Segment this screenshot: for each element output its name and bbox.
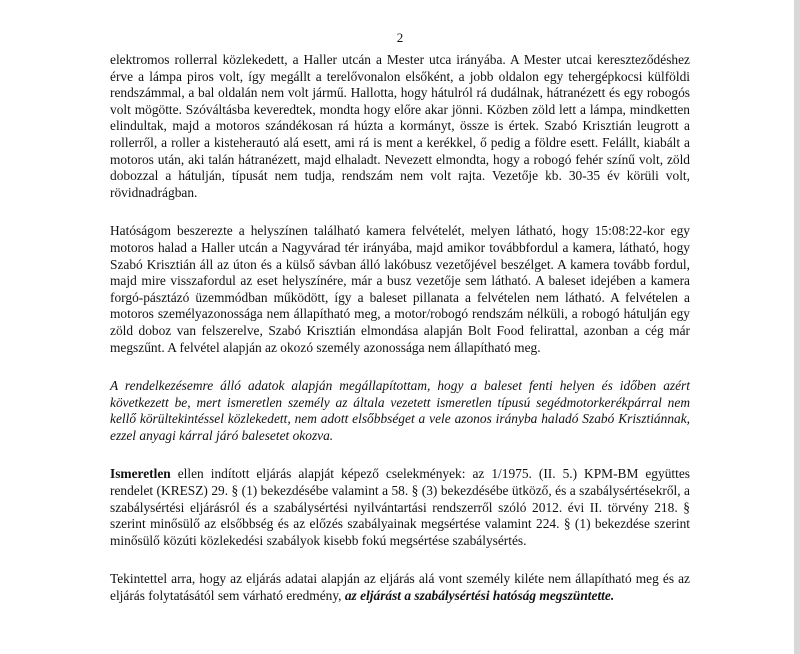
paragraph-statement: elektromos rollerral közlekedett, a Haller utcán a Mester utca irányába. A Mester utcai kereszteződéshez érve a lámpa piros volt, így megállt a terelővonalon elsőként, a jobb oldalon egy tehergépkocsi külföldi rendszámmal, a bal oldalán nem volt jármű. Hallotta, hogy hátulról rá dudálnak, hátranézett és egy robogós volt mögötte. Szóváltásba keveredtek, mondta hogy előre akar jönni. Közben zöld lett a lámpa, mindketten elindultak, majd a motoros szándékosan rá húzta a kormányt, össze is értek. Szabó Krisztián leugrott a rollerről, a roller a kisteherautó alá esett, ami rá is ment a kerékkel, ő pedig a földre esett. Felállt, kiabált a motoros után, aki talán hátranézett, majd elhaladt. Nevezett elmondta, hogy a robogó fehér színű volt, zöld dobozzal a hátulján, típusát nem tudja, rendszám nem volt rajta. Vezetője kb. 30-35 év körüli volt, rövidnadrágban. [110, 52, 690, 200]
offender-label: Ismeretlen [110, 466, 171, 482]
decision-emphasis: az eljárást a szabálysértési hatóság megszüntette. [344, 588, 615, 604]
decision-text: Tekintettel arra, hogy az eljárás adatai alapján az eljárás alá vont személy kiléte nem állapítható meg és az eljárás folytatásától sem várható eredmény, [110, 571, 690, 604]
page-number: 2 [396, 30, 404, 45]
paragraph-offense [110, 466, 690, 549]
document-body [110, 52, 690, 627]
paragraph-decision [110, 571, 690, 604]
scrollbar-track[interactable] [794, 0, 800, 654]
offense-text: ellen indított eljárás alapját képező cselekmények: az 1/1975. (II. 5.) KPM-BM együttes rendelet (KRESZ) 29. § (1) bekezdésébe valamint a 58. § (3) bekezdésébe ütköző, és a szabálysértésekről, a szabálysértési eljárásról és a szabálysértési nyilvántartási rendszerről szóló 2012. évi II. törvény 218. § szerint minősülő az elsőbbség és az előzés szabályainak megsértése valamint 224. § (1) bekezdése szerint minősülő közúti közlekedési szabályok kisebb fokú megsértése szabálysértés. [110, 466, 690, 548]
paragraph-camera-footage: Hatóságom beszerezte a helyszínen található kamera felvételét, melyen látható, hogy 15:08:22-kor egy motoros halad a Haller utcán a Nagyvárad tér irányába, majd amikor továbbfordul a kamera, látható, hogy Szabó Krisztián áll az úton és a külső sávban álló lakóbusz vezetőjével beszélget. A kamera tovább fordul, majd mire visszafordul az eset helyszínére, már a busz vezetője sem látható. A baleset idejében a kamera forgó-pásztázó üzemmódban működött, így a baleset pillanata a felvételen nem látható. A felvételen a motoros személyazonossága nem állapítható meg, a motor/robogó rendszám nélküli, a robogó hátulján egy zöld doboz van felszerelve, Szabó Krisztián elmondása alapján Bolt Food felirattal, azonban a cég már megszűnt. A felvétel alapján az okozó személy azonossága nem állapítható meg. [110, 223, 690, 355]
paragraph-findings: A rendelkezésemre álló adatok alapján megállapítottam, hogy a baleset fenti helyen és időben azért következett be, mert ismeretlen személy az általa vezetett ismeretlen típusú segédmotorkerékpárral nem kellő körültekintéssel közlekedett, nem adott elsőbbséget a vele azonos irányba haladó Szabó Krisztiánnak, ezzel anyagi kárral járó balesetet okozva. [110, 378, 690, 443]
